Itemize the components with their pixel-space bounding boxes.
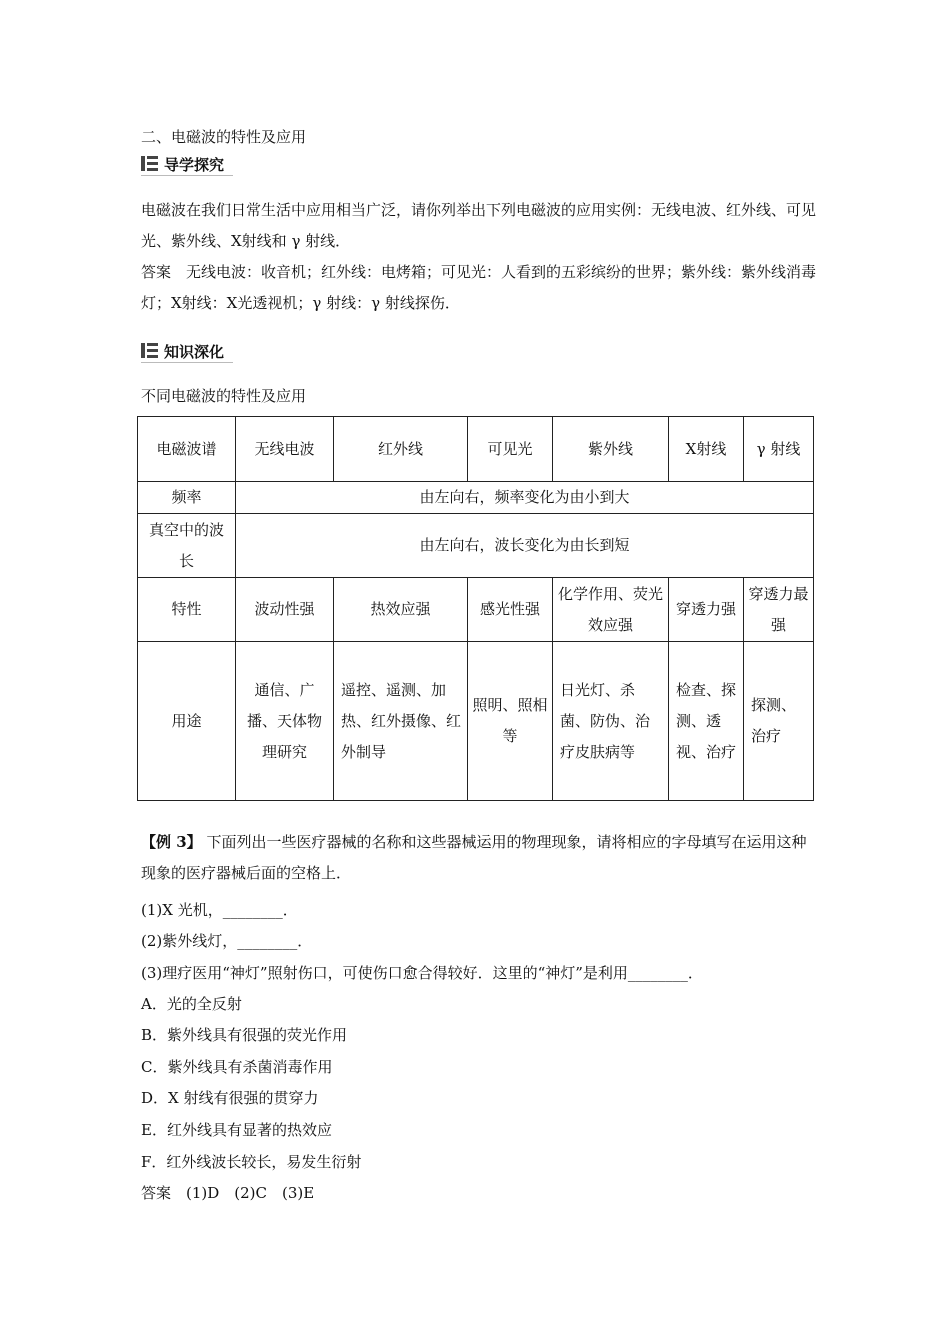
header-cell: 紫外线 bbox=[553, 417, 669, 482]
use-cell: 遥控、遥测、加热、红外摄像、红外制导 bbox=[334, 642, 468, 801]
section-bars-icon bbox=[141, 156, 158, 171]
use-cell: 检查、探测、透视、治疗 bbox=[669, 642, 744, 801]
use-cell: 日光灯、杀菌、防伪、治疗皮肤病等 bbox=[553, 642, 669, 801]
frequency-text: 由左向右，频率变化为由小到大 bbox=[236, 482, 814, 514]
wavelength-row bbox=[138, 514, 814, 578]
table-caption: 不同电磁波的特性及应用 bbox=[141, 387, 307, 405]
option-a: A．光的全反射 bbox=[141, 995, 242, 1013]
question-2: (2)紫外线灯，________． bbox=[141, 932, 313, 950]
example-answer: 答案 (1)D (2)C (3)E bbox=[141, 1184, 315, 1202]
question-3: (3)理疗医用“神灯”照射伤口，可使伤口愈合得较好．这里的“神灯”是利用________． bbox=[141, 964, 703, 982]
row-label: 用途 bbox=[138, 642, 236, 801]
use-row bbox=[138, 642, 814, 801]
property-cell: 波动性强 bbox=[236, 578, 334, 642]
option-b: B．紫外线具有很强的荧光作用 bbox=[141, 1026, 348, 1044]
header-cell: 无线电波 bbox=[236, 417, 334, 482]
option-f: F．红外线波长较长，易发生衍射 bbox=[141, 1153, 362, 1171]
badge-inquiry-label: 导学探究 bbox=[164, 156, 225, 174]
property-row bbox=[138, 578, 814, 642]
example-stem: 下面列出一些医疗器械的名称和这些器械运用的物理现象，请将相应的字母填写在运用这种现象的医疗器械后面的空格上． bbox=[141, 833, 807, 882]
section-title: 二、电磁波的特性及应用 bbox=[141, 128, 307, 146]
header-cell: 红外线 bbox=[334, 417, 468, 482]
frequency-row bbox=[138, 482, 814, 514]
example-stem-block bbox=[141, 827, 821, 889]
option-c: C．紫外线具有杀菌消毒作用 bbox=[141, 1058, 333, 1076]
header-cell: 可见光 bbox=[468, 417, 553, 482]
spectrum-table bbox=[137, 416, 814, 801]
header-cell: γ 射线 bbox=[744, 417, 814, 482]
use-cell: 照明、照相等 bbox=[468, 642, 553, 801]
inquiry-answer: 答案 无线电波：收音机；红外线：电烤箱；可见光：人看到的五彩缤纷的世界；紫外线：紫外线消毒灯；X射线：X光透视机；γ 射线：γ 射线探伤． bbox=[141, 263, 817, 312]
section-bars-icon bbox=[141, 343, 158, 358]
badge-inquiry bbox=[141, 153, 233, 176]
badge-deepen bbox=[141, 340, 233, 363]
use-cell: 探测、治疗 bbox=[744, 642, 814, 801]
property-cell: 热效应强 bbox=[334, 578, 468, 642]
property-cell: 感光性强 bbox=[468, 578, 553, 642]
use-cell: 通信、广播、天体物理研究 bbox=[236, 642, 334, 801]
option-d: D．X 射线有很强的贯穿力 bbox=[141, 1089, 319, 1107]
header-cell: X射线 bbox=[669, 417, 744, 482]
row-label: 真空中的波长 bbox=[138, 514, 236, 578]
inquiry-question: 电磁波在我们日常生活中应用相当广泛，请你列举出下列电磁波的应用实例：无线电波、红外线、可见光、紫外线、X射线和 γ 射线． bbox=[141, 201, 817, 250]
question-1: (1)X 光机，________． bbox=[141, 901, 298, 919]
example-label: 【例 3】 bbox=[141, 833, 202, 851]
row-label: 特性 bbox=[138, 578, 236, 642]
property-cell: 穿透力最强 bbox=[744, 578, 814, 642]
property-cell: 穿透力强 bbox=[669, 578, 744, 642]
row-label: 频率 bbox=[138, 482, 236, 514]
table-header-row bbox=[138, 417, 814, 482]
wavelength-text: 由左向右，波长变化为由长到短 bbox=[236, 514, 814, 578]
badge-deepen-label: 知识深化 bbox=[164, 343, 225, 361]
header-cell: 电磁波谱 bbox=[138, 417, 236, 482]
property-cell: 化学作用、荧光效应强 bbox=[553, 578, 669, 642]
option-e: E．红外线具有显著的热效应 bbox=[141, 1121, 332, 1139]
